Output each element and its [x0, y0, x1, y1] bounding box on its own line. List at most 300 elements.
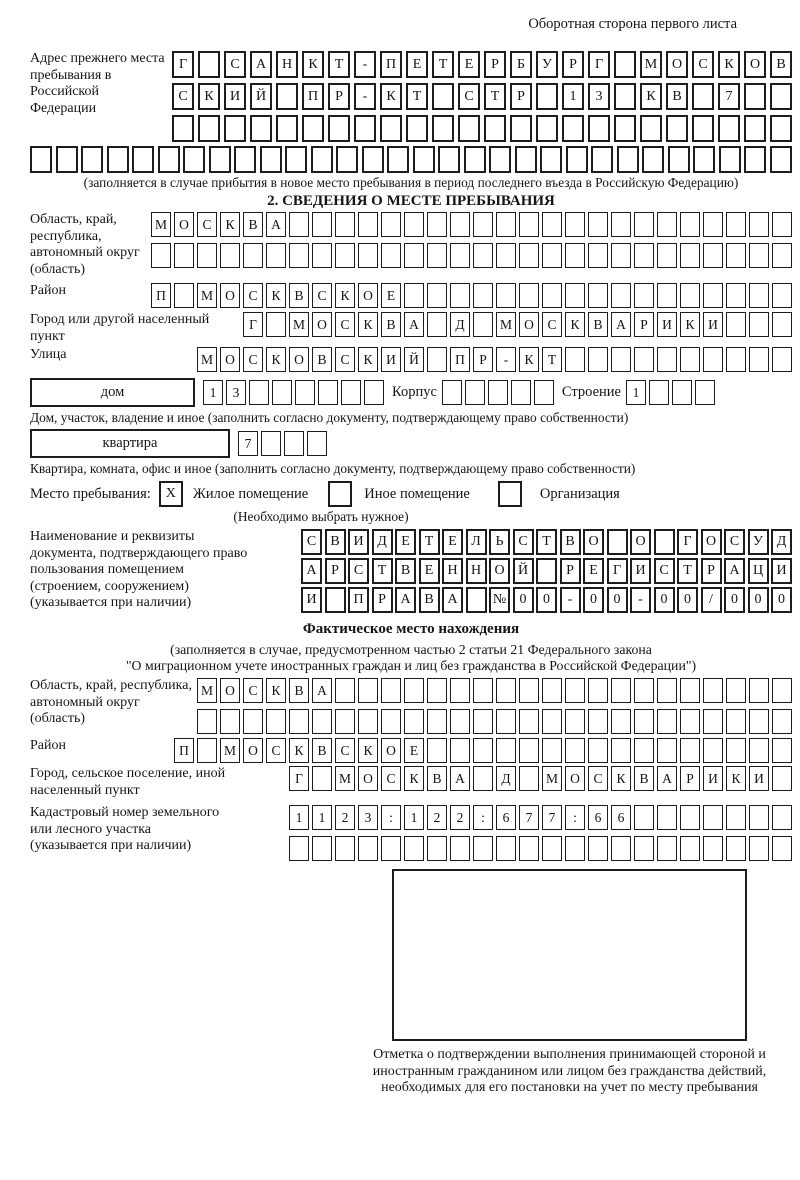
char-cell — [261, 431, 281, 456]
house-number-row — [203, 380, 384, 405]
char-cell — [354, 115, 376, 142]
char-cell: И — [749, 766, 769, 791]
char-cell: Д — [771, 529, 792, 555]
char-cell — [657, 283, 677, 308]
char-cell: О — [358, 283, 378, 308]
char-cell — [772, 212, 792, 237]
char-cell — [289, 836, 309, 861]
char-cell: В — [289, 283, 309, 308]
checkbox-zhiloe: X — [159, 481, 183, 507]
char-cell — [634, 678, 654, 703]
char-cell — [289, 212, 309, 237]
char-cell — [726, 312, 746, 337]
char-cell — [427, 709, 447, 734]
char-cell: Г — [607, 558, 628, 584]
char-cell — [726, 347, 746, 372]
char-cell: 1 — [404, 805, 424, 830]
district-row — [151, 283, 792, 308]
char-cell: О — [519, 312, 539, 337]
char-cell — [542, 212, 562, 237]
prev-address-row-3 — [172, 115, 792, 142]
char-cell — [772, 836, 792, 861]
char-cell: С — [692, 51, 714, 78]
char-cell: В — [312, 347, 332, 372]
char-cell — [198, 51, 220, 78]
char-cell: Г — [172, 51, 194, 78]
document-rows — [301, 529, 792, 613]
char-cell — [770, 146, 792, 173]
char-cell — [335, 678, 355, 703]
char-cell — [565, 243, 585, 268]
char-cell: Л — [466, 529, 487, 555]
char-cell: 0 — [771, 587, 792, 613]
char-cell: № — [489, 587, 510, 613]
apartment-block — [30, 429, 792, 458]
char-cell: 1 — [562, 83, 584, 110]
char-cell: А — [442, 587, 463, 613]
char-cell: 7 — [238, 431, 258, 456]
prev-address-row-4 — [30, 146, 792, 173]
char-cell — [427, 312, 447, 337]
char-cell — [496, 283, 516, 308]
char-cell — [634, 738, 654, 763]
char-cell — [335, 243, 355, 268]
char-cell: К — [640, 83, 662, 110]
stroenie-label: Строение — [561, 384, 621, 400]
char-cell: А — [404, 312, 424, 337]
char-cell — [450, 212, 470, 237]
char-cell: С — [348, 558, 369, 584]
char-cell: К — [519, 347, 539, 372]
actual-location-note-1: (заполняется в случае, предусмотренном частью 2 статьи 21 Федерального закона — [170, 642, 652, 657]
house-label-box: дом — [30, 378, 195, 407]
char-cell — [749, 709, 769, 734]
char-cell — [341, 380, 361, 405]
char-cell — [565, 678, 585, 703]
char-cell: Б — [510, 51, 532, 78]
char-cell: Ц — [748, 558, 769, 584]
char-cell — [666, 115, 688, 142]
char-cell: У — [748, 529, 769, 555]
char-cell — [657, 347, 677, 372]
char-cell: Т — [484, 83, 506, 110]
char-cell — [726, 709, 746, 734]
char-cell — [680, 738, 700, 763]
char-cell — [489, 146, 511, 173]
char-cell: 2 — [335, 805, 355, 830]
char-cell: О — [381, 738, 401, 763]
char-cell: 3 — [358, 805, 378, 830]
char-cell — [174, 283, 194, 308]
char-cell — [387, 146, 409, 173]
char-cell: Г — [289, 766, 309, 791]
char-cell: А — [312, 678, 332, 703]
char-cell — [726, 212, 746, 237]
char-cell — [312, 836, 332, 861]
char-cell: С — [243, 347, 263, 372]
char-cell — [198, 115, 220, 142]
char-cell: 2 — [450, 805, 470, 830]
char-cell — [496, 212, 516, 237]
char-cell — [657, 805, 677, 830]
char-cell — [772, 678, 792, 703]
char-cell — [496, 836, 516, 861]
char-cell — [542, 738, 562, 763]
char-cell — [634, 212, 654, 237]
char-cell — [209, 146, 231, 173]
char-cell: С — [197, 212, 217, 237]
char-cell: С — [588, 766, 608, 791]
char-cell: К — [302, 51, 324, 78]
char-cell — [611, 347, 631, 372]
char-cell: Р — [325, 558, 346, 584]
char-cell — [266, 312, 286, 337]
char-cell — [634, 805, 654, 830]
char-cell — [404, 709, 424, 734]
char-cell: М — [197, 283, 217, 308]
char-cell — [726, 738, 746, 763]
char-cell — [158, 146, 180, 173]
char-cell — [197, 738, 217, 763]
char-cell: К — [266, 678, 286, 703]
char-cell — [680, 836, 700, 861]
char-cell: К — [289, 738, 309, 763]
char-cell: С — [243, 283, 263, 308]
char-cell: В — [243, 212, 263, 237]
char-cell: С — [381, 766, 401, 791]
char-cell: К — [220, 212, 240, 237]
char-cell: 0 — [724, 587, 745, 613]
char-cell: Т — [419, 529, 440, 555]
char-cell — [427, 212, 447, 237]
char-cell — [473, 766, 493, 791]
char-cell — [318, 380, 338, 405]
char-cell: М — [542, 766, 562, 791]
char-cell: / — [701, 587, 722, 613]
char-cell: В — [560, 529, 581, 555]
char-cell: 0 — [748, 587, 769, 613]
char-cell — [404, 836, 424, 861]
char-cell — [473, 738, 493, 763]
fact-region-row-2 — [197, 709, 792, 734]
char-cell: К — [358, 738, 378, 763]
char-cell — [542, 709, 562, 734]
char-cell: Н — [276, 51, 298, 78]
house-block — [30, 378, 792, 407]
street-row — [197, 347, 792, 372]
char-cell — [276, 83, 298, 110]
char-cell: 2 — [427, 805, 447, 830]
char-cell: О — [630, 529, 651, 555]
char-cell: П — [151, 283, 171, 308]
char-cell: Т — [372, 558, 393, 584]
char-cell — [260, 146, 282, 173]
char-cell: В — [289, 678, 309, 703]
char-cell — [427, 738, 447, 763]
char-cell — [442, 380, 462, 405]
char-cell — [450, 283, 470, 308]
stroenie-row — [626, 380, 715, 405]
char-cell: П — [174, 738, 194, 763]
char-cell — [614, 51, 636, 78]
char-cell — [488, 380, 508, 405]
house-footnote: Дом, участок, владение и иное (заполнить согласно документу, подтверждающему право собственности) — [30, 410, 629, 425]
stamp-area — [347, 869, 792, 1097]
char-cell: 0 — [583, 587, 604, 613]
apartment-footnote: Квартира, комната, офис и иное (заполнить согласно документу, подтверждающему право собственности) — [30, 461, 636, 476]
char-cell — [519, 836, 539, 861]
char-cell: 0 — [677, 587, 698, 613]
char-cell — [611, 709, 631, 734]
checkbox-organizaciya — [498, 481, 522, 507]
char-cell — [450, 678, 470, 703]
char-cell — [458, 115, 480, 142]
char-cell — [404, 283, 424, 308]
fact-region-label: Область, край, республика, автономный округ (область) — [30, 678, 192, 726]
char-cell — [719, 146, 741, 173]
char-cell — [611, 212, 631, 237]
char-cell — [542, 836, 562, 861]
char-cell: - — [560, 587, 581, 613]
char-cell: А — [611, 312, 631, 337]
char-cell — [749, 678, 769, 703]
char-cell: И — [630, 558, 651, 584]
char-cell — [749, 312, 769, 337]
char-cell — [496, 678, 516, 703]
char-cell — [284, 431, 304, 456]
char-cell — [302, 115, 324, 142]
char-cell — [473, 312, 493, 337]
char-cell — [450, 738, 470, 763]
char-cell: Р — [634, 312, 654, 337]
char-cell — [611, 678, 631, 703]
char-cell — [427, 678, 447, 703]
char-cell — [703, 347, 723, 372]
char-cell: В — [419, 587, 440, 613]
char-cell: - — [354, 51, 376, 78]
char-cell — [381, 836, 401, 861]
char-cell — [234, 146, 256, 173]
char-cell: С — [266, 738, 286, 763]
char-cell — [542, 678, 562, 703]
char-cell: М — [197, 678, 217, 703]
char-cell — [680, 678, 700, 703]
char-cell — [770, 83, 792, 110]
char-cell: И — [771, 558, 792, 584]
char-cell — [335, 709, 355, 734]
char-cell — [427, 347, 447, 372]
char-cell: Д — [450, 312, 470, 337]
char-cell — [726, 836, 746, 861]
char-cell: М — [640, 51, 662, 78]
char-cell — [519, 709, 539, 734]
page-header-note: Оборотная сторона первого листа — [528, 16, 737, 32]
char-cell — [266, 709, 286, 734]
char-cell — [464, 146, 486, 173]
char-cell — [30, 146, 52, 173]
char-cell: 3 — [588, 83, 610, 110]
char-cell: - — [496, 347, 516, 372]
char-cell — [404, 243, 424, 268]
fact-district-row — [174, 738, 792, 763]
char-cell — [335, 212, 355, 237]
char-cell: 0 — [536, 587, 557, 613]
char-cell — [634, 347, 654, 372]
char-cell — [611, 836, 631, 861]
char-cell: А — [301, 558, 322, 584]
char-cell: Е — [381, 283, 401, 308]
char-cell — [703, 243, 723, 268]
fact-district-label: Район — [30, 738, 66, 753]
char-cell — [542, 243, 562, 268]
char-cell — [703, 836, 723, 861]
char-cell: Н — [466, 558, 487, 584]
char-cell — [473, 836, 493, 861]
char-cell: С — [224, 51, 246, 78]
char-cell: Р — [328, 83, 350, 110]
char-cell — [657, 678, 677, 703]
char-cell — [224, 115, 246, 142]
char-cell: Н — [442, 558, 463, 584]
char-cell — [473, 709, 493, 734]
prev-address-label: Адрес прежнего места пребывания в Российской Федерации — [30, 51, 165, 116]
char-cell — [749, 836, 769, 861]
char-cell: О — [243, 738, 263, 763]
char-cell: А — [395, 587, 416, 613]
char-cell: С — [172, 83, 194, 110]
document-row-2 — [301, 558, 792, 584]
char-cell: У — [536, 51, 558, 78]
char-cell — [726, 678, 746, 703]
char-cell: Е — [583, 558, 604, 584]
char-cell — [473, 243, 493, 268]
char-cell — [381, 212, 401, 237]
char-cell: О — [174, 212, 194, 237]
char-cell: : — [473, 805, 493, 830]
char-cell — [519, 283, 539, 308]
char-cell: Р — [701, 558, 722, 584]
street-label: Улица — [30, 347, 67, 362]
char-cell — [772, 347, 792, 372]
char-cell — [358, 678, 378, 703]
char-cell: К — [726, 766, 746, 791]
char-cell — [749, 738, 769, 763]
checkbox-inoe — [328, 481, 352, 507]
char-cell: Е — [419, 558, 440, 584]
char-cell: Е — [406, 51, 428, 78]
char-cell — [534, 380, 554, 405]
char-cell: С — [724, 529, 745, 555]
char-cell — [289, 243, 309, 268]
char-cell — [438, 146, 460, 173]
cadastre-block — [30, 805, 792, 861]
fact-region-row-1 — [197, 678, 792, 703]
char-cell: О — [289, 347, 309, 372]
char-cell: Г — [588, 51, 610, 78]
cadastre-rows — [289, 805, 792, 861]
char-cell: К — [565, 312, 585, 337]
char-cell: Е — [395, 529, 416, 555]
char-cell — [588, 678, 608, 703]
stay-type-footnote: (Необходимо выбрать нужное) — [233, 509, 409, 524]
char-cell: Т — [432, 51, 454, 78]
char-cell — [536, 83, 558, 110]
char-cell — [536, 115, 558, 142]
char-cell — [404, 212, 424, 237]
char-cell — [358, 836, 378, 861]
char-cell — [473, 212, 493, 237]
char-cell — [540, 146, 562, 173]
city-label: Город или другой населенный пункт — [30, 312, 210, 344]
char-cell: 7 — [519, 805, 539, 830]
korpus-label: Корпус — [392, 384, 437, 400]
char-cell: И — [381, 347, 401, 372]
city-row — [243, 312, 792, 337]
char-cell — [588, 347, 608, 372]
char-cell — [519, 212, 539, 237]
region-rows — [151, 212, 792, 268]
char-cell — [657, 738, 677, 763]
document-row-1 — [301, 529, 792, 555]
char-cell — [744, 83, 766, 110]
char-cell — [312, 709, 332, 734]
char-cell: М — [197, 347, 217, 372]
char-cell — [649, 380, 669, 405]
document-label: Наименование и реквизиты документа, подтверждающего право пользования помещением (строением, сооружением) (указывается при наличии) — [30, 529, 248, 610]
char-cell: 1 — [312, 805, 332, 830]
char-cell — [591, 146, 613, 173]
char-cell: 1 — [203, 380, 223, 405]
char-cell: Р — [372, 587, 393, 613]
char-cell: И — [224, 83, 246, 110]
char-cell — [404, 678, 424, 703]
char-cell — [496, 709, 516, 734]
char-cell: О — [666, 51, 688, 78]
char-cell — [614, 115, 636, 142]
char-cell: - — [630, 587, 651, 613]
char-cell: В — [634, 766, 654, 791]
char-cell — [680, 283, 700, 308]
char-cell — [692, 83, 714, 110]
char-cell: К — [680, 312, 700, 337]
fact-city-label: Город, сельское поселение, иной населенный пункт — [30, 766, 226, 798]
char-cell — [107, 146, 129, 173]
char-cell — [183, 146, 205, 173]
char-cell: 3 — [226, 380, 246, 405]
char-cell — [718, 115, 740, 142]
document-block — [30, 529, 792, 613]
char-cell — [680, 709, 700, 734]
apartment-row — [238, 431, 327, 456]
char-cell — [588, 212, 608, 237]
fact-region-block — [30, 678, 792, 734]
char-cell: Г — [677, 529, 698, 555]
char-cell — [634, 709, 654, 734]
char-cell: Ь — [489, 529, 510, 555]
char-cell: В — [588, 312, 608, 337]
char-cell: Р — [510, 83, 532, 110]
char-cell: С — [243, 678, 263, 703]
char-cell: Е — [442, 529, 463, 555]
char-cell — [307, 431, 327, 456]
char-cell — [515, 146, 537, 173]
char-cell: 7 — [718, 83, 740, 110]
char-cell: Д — [496, 766, 516, 791]
actual-location-title: Фактическое место нахождения — [302, 621, 520, 637]
char-cell: Т — [406, 83, 428, 110]
char-cell — [703, 709, 723, 734]
char-cell — [680, 212, 700, 237]
